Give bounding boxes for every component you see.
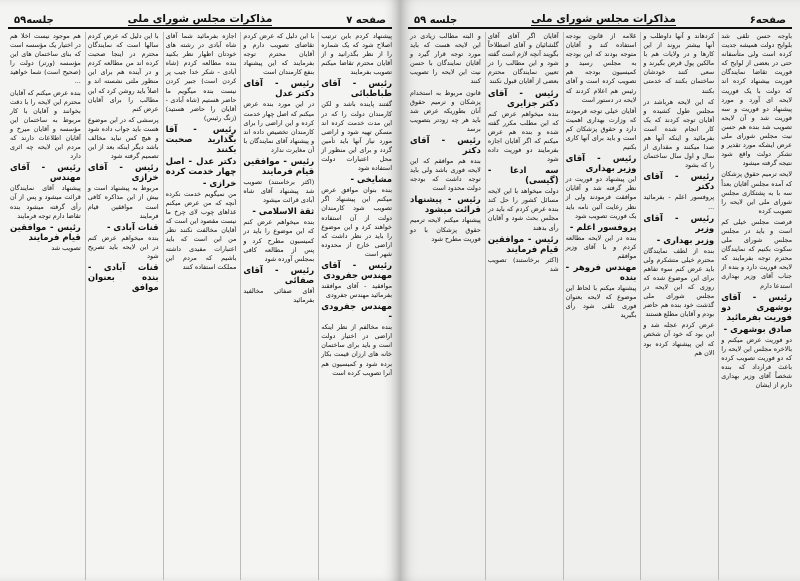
speaker-heading: رئیس - آقای وزیر بهداری (565, 154, 637, 175)
paragraph: بنده بنوان موافق عرض میکنم این پیشنهاد اگر تصویب شود کارمندان دولت از آن استفاده خواهند کرد و این موضوع را باید در نظر داشت که اراضی خارج از محدوده شهر است (321, 186, 392, 258)
speaker-heading: رئیس - آقای دکتر عدل (243, 79, 315, 100)
text-column (240, 32, 314, 580)
paragraph: پروفسور اعلم - بفرمائید ... (643, 193, 715, 211)
paragraph: پیشنهاد کردم باین ترتیب اصلاح شود که یک شماره را از نظر بگذرانید و از آقایان محترم تقاضا میکنم تصویب بفرمایند (321, 32, 392, 77)
paragraph: بنده هم موافقم که این لایحه فوری باشد ولی باید توجه داشت که بودجه دولت محدود است (410, 157, 481, 193)
text-column (485, 32, 559, 580)
text-column (163, 32, 237, 580)
paragraph: بنده مخالفم از نظر اینکه اراضی در اختیار دولت است و باید برای ساختمان خانه های ارزان قیمت بکار برده شود و کمیسیون هم آنرا تصویب کرده است (321, 323, 392, 377)
text-column (85, 32, 159, 580)
paragraph: آقای صفائی مخالفید بفرمائید (243, 286, 315, 304)
paragraph: عرض کردم عجله شد و این بود که خود آن شخص که این پیشنهاد کرده بود الان هم (643, 321, 715, 357)
page-right (400, 0, 800, 581)
session-number: جلسه ۵۹ (414, 15, 458, 26)
paragraph: بنده از لطف نمایندگان محترم خیلی متشکرم ولی باید عرض کنم سوء تفاهم برای این موضوع شده که روزی که این لایحه در مجلس شورای ملی گذشت خود بنده هم حاضر بودم و آقایان مطلع هستند (643, 246, 715, 319)
speaker-heading: رئیس - آقای دکتر (410, 136, 481, 157)
paragraph: هم موجود نیست اخلا هم در اختیار یک مؤسسه است که بنای ساختمان های این مؤسسه (ورتر) دولت را (صحیح است) شما خواهید ... (10, 32, 81, 86)
session-number: جلسه۵۹ (14, 15, 54, 26)
text-columns (408, 32, 792, 580)
page-header (408, 4, 792, 29)
page-header (8, 4, 392, 29)
speaker-heading: رئیس - آقای وزیر (643, 213, 715, 234)
paragraph: تصویب شد (51, 243, 81, 252)
paragraph: دولت میخواهد با این لایحه مسائل کشور را حل کند بنده عرض کردم که باید در مجلس بحث شود و آقایان رأی بدهند (487, 187, 559, 232)
speaker-heading: قنات آبادی - (106, 222, 159, 233)
text-column (640, 32, 714, 580)
paragraph: بنده میخواهم عرض کنم که این موضوع را باید در کمیسیون مطرح کرد و پس از مطالعه کافی بمجلس آورده شود (243, 218, 315, 263)
speaker-heading: رئیس - آقای مهندس (10, 163, 81, 184)
paragraph: لایحه ترمیم حقوق پزشکان که آمده مجلس آقایان بعداً سه با به پشتکاری مجلس شورای ملی این لایحه را تصویب کرده (721, 170, 792, 215)
paragraph: که این لایحه هرباشد در مجلس طول کشیده و آقایان توجه کردند که یک کار انجام شده است بفرمائید و اینکه آنها هم صدا میکنند و مقداری از سال و اول سال ساختمان را که بشود (643, 97, 715, 170)
paragraph: با این دلیل که عرض کردم سالها است که نمایندگان محترم در اینجا صحبت کرده اند من مطالعه کردم و در آینده هم برای این منظور ملتی نشسته اند و اصلاً باید روشن کرد که این مطالب را برای آقایان عرض کنم (87, 32, 159, 113)
speaker-heading: رئیس - آقای طباطبائی (321, 79, 392, 100)
paragraph: بنده عرض میکنم که آقایان محترم این لایحه را با دقت بخوانند و آقایان با کار مربوط به ساختمان این مؤسسه و آقایان میرخ و آقایان اطلاعات دارند که مردم این لایحه چه اثری دارد (10, 88, 81, 161)
speaker-heading: رئیس - آقا بگذارید صحبت بکنند (165, 124, 237, 155)
paragraph: دو فوریت عرض میکنم و بالاخره مجلس این لایحه را که دو فوریت تصویب کرده باعث فرارداد که بنده شخصاً آقای وزیر بهداری دارم از ایشان (721, 335, 792, 390)
paragraph: در این مورد بنده عرض میکنم که اصل چهار خدمت کرده و این اراضی را برای کارمندان تخصیص داده اند و پیشنهاد آقای نمایندگان با آن مغایرت ندارد (243, 100, 315, 154)
speaker-heading: ثقة الاسلامی - (252, 207, 315, 218)
speaker-heading: رئیس - آقای خرازی (87, 163, 159, 184)
paragraph: پیشنهاد آقای نمایندگان قرائت میشود و پس از آن رأی گرفته میشود بنده تقاضا دارم توجه فرمایند (10, 184, 81, 220)
speaker-heading: رئیس - آقای صفائی (243, 265, 315, 286)
paragraph: کردهاند و آنها داوطلب و آنها بیشتر بروند از این کارها و در ولایات هم با مالکین پول قرض بگیرند و سعی کنند خودشان ساختمان بکنند که خدمتی بکنند (643, 32, 715, 95)
speaker-heading: رئیس - آقای دکتر (643, 172, 715, 193)
paragraph: پیشنهاد میکنم لایحه ترمیم حقوق پزشکان با دو فوریت مطرح شود (410, 216, 481, 243)
paragraph: بنده در این لایحه مطالعه کردم و با آقای وزیر موافقم (565, 233, 637, 260)
text-column (318, 32, 392, 580)
paragraph: پرسشی که در این موضوع هست باید جواب داده شود و هیچ کس نباید مخالف باشد دیگر اینکه بعد از این تصمیم گرفته شود (87, 115, 159, 161)
text-column (408, 32, 481, 580)
speaker-heading: رئیس - آقای دکتر جزایری (487, 88, 559, 109)
speaker-heading: مشایخی - (350, 175, 392, 186)
paragraph: باوجه حسن تلقی شد بلوایح دولت همیشه جدیت کرده است ولی متأسفانه حتی در بعضی از لوایح که فوریت تقاضا نمایندگان فوریت بیشنهاد کرده اند که دولت با یک فوریت لایحه ای آورد و مورد پیشنهاد دو فوریت و سه فوریت شد و آن لایحه تصویب شد بنده هم حسن نیت مجلس شورای ملی عرض ایشکه مورد تقدیر و تشکر دولت واقع شود نتیجه گرفته میشود (721, 32, 792, 168)
text-columns (8, 32, 392, 580)
paragraph: قانون مربوط به استخدام پزشکان و ترمیم حقوق آنان بطوریکه عرض شد باید هر چه زودتر بتصویب برسد (410, 88, 481, 133)
text-column (563, 32, 637, 580)
publication-title: مذاکرات مجلس شورای ملی (127, 13, 273, 25)
speaker-heading: سه ادعا - (گیسی) (487, 166, 559, 187)
paragraph: و البته مطالب زیادی در این لایحه هست که باید مورد توجه قرار گیرد و آقایان نمایندگان با حسن نیت این لایحه را تصویب کنند (410, 32, 481, 86)
paragraph: بنده میخواهم عرض کنم در این لایحه باید تصریح شود (87, 233, 159, 260)
speaker-heading: رئیس - آقای مهندس جفرودی (321, 260, 392, 281)
text-column (8, 32, 81, 580)
paragraph: گفتند پاینده باشد و لکن کارمندان دولت را که در این مدت خدمت کرده اند مسکن تهیه شود و اراضی مورد نیاز آنها باید تأمین گردد و برای این منظور از محل اعتبارات دولت استفاده شود (321, 100, 392, 173)
paragraph: با این دلیل که عرض کردم تقاضای تصویب دارم و آقایان محترم توجه بفرمایند که این پیشنهاد بنفع کارمندان است (243, 32, 315, 77)
speaker-heading: قنات آبادی - بنده بعنوان موافق (87, 262, 159, 293)
paragraph: موافقید - آقای موافقند بفرمائید مهندس جفرودی (321, 281, 392, 300)
paragraph: غلامه از قانون بودجه استفاده کند و آقایان متوجه بودند که این بودجه به مجلس رسید و کمیسیون بودجه هم تصویب کرده است و آقای رئیس هم اعلام کردند که لایحه در دستور است (565, 32, 637, 104)
paragraph: آقایان خیلی توجه فرمودند که وزارت بهداری اهمیت دارد و حقوق پزشکان کم است و باید برای آنها کاری بکنیم (565, 106, 637, 152)
paragraph: پیشنهاد میکنم با لحاظ این موضوع که لایحه بعنوان فوری تلقی شود رأی بگیرید (565, 283, 637, 320)
paragraph: من نمیگویم خدمت نکرده آنچه که من عرض میکنم غذاهای چوب لای چرخ ما نیست مقصود این است که آقایان مخالفت نکنند نظر من این است که باید اعتبارات مفیدی داشته باشیم که مردم این مملکت استفاده کنند (165, 189, 237, 271)
speaker-heading: مهندس جفرودی - (321, 302, 392, 323)
paragraph: اجازه بفرمائید شما آقای شاه آبادی در رشته های خودتان اظهار نظر بکنید بنده مطالعه کردم (شاه آبادی - شکر خدا جیب پر کردن است) جبیر کردن نیست بنده میگویم ما حاضر هستیم (شاه آبادی - آقایان را حاضر هستید) (زنگ رئیس) (165, 32, 237, 122)
speaker-heading: پروفسور اعلم - (569, 222, 637, 233)
speaker-heading: مهندس فروهر - بنده (565, 262, 637, 283)
speaker-heading: رئیس - پیشنهاد قرائت میشود (410, 195, 481, 216)
paragraph: (اکثر برخاستند) تصویب شد (487, 255, 559, 273)
paragraph: آقایان اگر آقای آقای گلشائیان و آقای اصطلاحاً بگویند آنچه لازم است گفته شود و این مطالب را در تعیین نمایندگان محترم بعضی از آقایان قبول نکنند (487, 32, 559, 86)
page-number: صفحه۶ (749, 15, 786, 26)
page-number: صفحه ۷ (346, 15, 386, 26)
paragraph: فرصت مجلس خیلی کم است و باید در مجلس مجلس شورای ملی سکوت بکنیم که نمایندگان محترم توجه بفرمایند که لایحه فوریت دارد و بنده از جناب آقای وزیر بهداری استدعا دارم (721, 217, 792, 290)
speaker-heading: رئیس - موافقین قیام فرمایند (10, 222, 81, 243)
paragraph: (اکثر برخاستند) تصویب شد پیشنهاد آقای شاه آبادی قرائت میشود (243, 178, 315, 205)
speaker-heading: صادق بوشهری - (723, 324, 792, 335)
publication-title: مذاکرات مجلس شورای ملی (531, 13, 676, 25)
paragraph: این پیشنهاد دو فوریت در نظر گرفته شد و آقایان موافقت فرمودند ولی از نظر رعایت آئین نامه باید یک فوریت تصویب شود (565, 175, 637, 220)
speaker-heading: وزیر بهداری - (656, 235, 715, 246)
paragraph: بنده میخواهم عرض کنم که این مطلب مکرر گفته شده و بنده هم عرض میکنم که اگر آقایان اجازه بفرمایند دو فوریت داده شود (487, 109, 559, 164)
speaker-heading: رئیس - موافقین قیام فرمایند (243, 157, 315, 178)
speaker-heading: خرازی - (202, 178, 237, 189)
speaker-heading: دکتر عدل - اصل چهار خدمت کرده (165, 156, 237, 177)
text-column (718, 32, 792, 580)
paragraph: مربوط به پیشنهاد است و بیش از این مذاکره کافی است موافقین قیام فرمایند (87, 184, 159, 220)
speaker-heading: رئیس - موافقین قیام فرمایند (487, 234, 559, 255)
speaker-heading: رئیس - آقای بوشهری دو فوریت بفرمائید (721, 292, 792, 323)
